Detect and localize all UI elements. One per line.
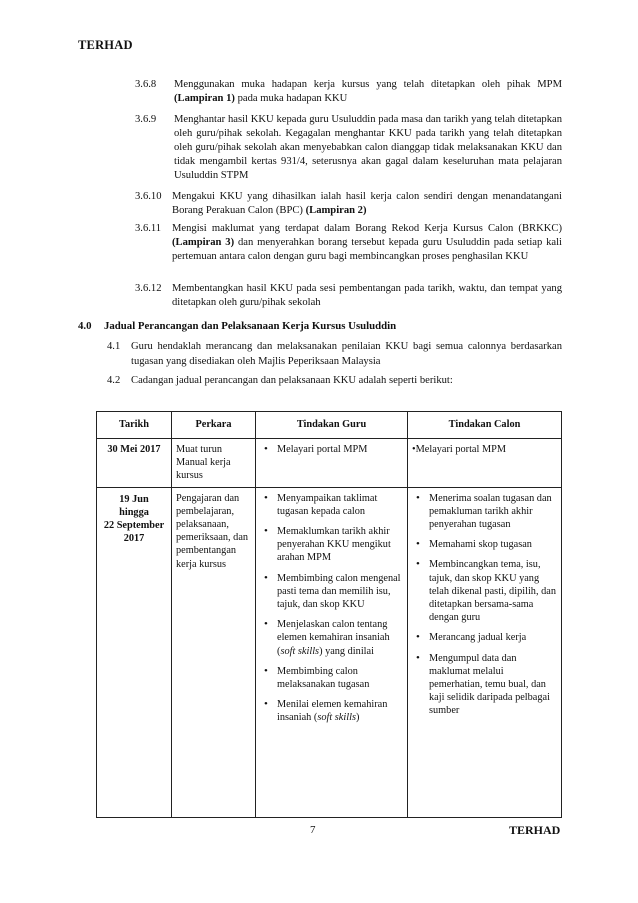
column-header: Tindakan Calon: [408, 412, 562, 439]
task-cell: Muat turun Manual kerja kursus: [172, 439, 256, 488]
item-text: Menggunakan muka hadapan kerja kursus yang telah ditetapkan oleh pihak MPM (Lampiran 1) pada muka hadapan KKU: [174, 79, 562, 104]
classification-header: TERHAD: [78, 38, 133, 52]
teacher-action-cell: [256, 439, 408, 488]
classification-footer: TERHAD: [509, 823, 561, 837]
candidate-action-cell: [408, 439, 562, 488]
item-number: 3.6.9: [135, 114, 157, 125]
subsection-number: 4.1: [107, 341, 121, 352]
item-text: Menghantar hasil KKU kepada guru Usuluddin pada masa dan tarikh yang telah ditetapkan oleh guru/pihak sekolah. Kegagalan menghantar KKU pada tarikh yang telah ditetapkan oleh guru/pihak sekolah akan menyebabkan calon dianggap tidak melaksanakan KKU dan tidak mengambil kertas 931/4, seterusnya akan gagal dalam keseluruhan mata pelajaran Usuluddin STPM: [174, 114, 562, 181]
item-3-6-8: [135, 78, 562, 106]
item-number: 3.6.11: [135, 223, 162, 234]
item-number: 3.6.8: [135, 79, 157, 90]
column-header: Perkara: [172, 412, 256, 439]
item-text: Membentangkan hasil KKU pada sesi pembentangan pada tarikh, waktu, dan tempat yang ditetapkan oleh guru/pihak sekolah: [172, 283, 562, 308]
item-3-6-9: [135, 113, 562, 183]
item-text: Mengisi maklumat yang terdapat dalam Borang Rekod Kerja Kursus Calon (BRKKC) (Lampiran 3) dan menyerahkan borang tersebut kepada guru Usuluddin pada setiap kali pertemuan antara calon dengan guru bagi membincangkan proses penghasilan KKU: [172, 223, 562, 262]
subsection-text: Guru hendaklah merancang dan melaksanakan penilaian KKU bagi semua calonnya berdasarkan tugasan yang disediakan oleh Majlis Peperiksaan Malaysia: [131, 341, 562, 367]
table-header-row: [97, 412, 562, 439]
list-item: • Melayari portal MPM: [260, 443, 403, 456]
subsection-4-1: [107, 340, 562, 369]
column-header: Tindakan Guru: [256, 412, 408, 439]
list-item: • Menjelaskan calon tentang elemen kemahiran insaniah (soft skills) yang dinilai: [260, 618, 403, 658]
teacher-action-cell: [256, 487, 408, 817]
subsection-number: 4.2: [107, 375, 121, 386]
page-number: 7: [310, 824, 316, 836]
list-item: • Membimbing calon melaksanakan tugasan: [260, 665, 403, 691]
list-item: • Menerima soalan tugasan dan pemakluman tarikh akhir penyerahan tugasan: [412, 492, 557, 532]
table-row: [97, 487, 562, 817]
list-item: • Membincangkan tema, isu, tajuk, dan skop KKU yang telah dikenal pasti, dipilih, dan ditetapkan bersama-sama dengan guru: [412, 558, 557, 624]
candidate-action-cell: [408, 487, 562, 817]
item-3-6-10: [135, 190, 562, 218]
schedule-table: [96, 411, 562, 818]
list-item: • Menyampaikan taklimat tugasan kepada calon: [260, 492, 403, 518]
list-item: • Membimbing calon mengenal pasti tema dan memilih isu, tajuk, dan skop KKU: [260, 572, 403, 612]
list-item: • Mengumpul data dan maklumat melalui pemerhatian, temu bual, dan kaji selidik daripada pelbagai sumber: [412, 652, 557, 718]
date-cell: 30 Mei 2017: [97, 439, 172, 488]
list-item: • Menilai elemen kemahiran insaniah (soft skills): [260, 698, 403, 724]
item-text: Mengakui KKU yang dihasilkan ialah hasil kerja calon sendiri dengan menandatangani Borang Perakuan Calon (BPC) (Lampiran 2): [172, 191, 562, 216]
date-cell: 19 Jun hingga 22 September 2017: [97, 487, 172, 817]
section-number: 4.0: [78, 320, 92, 332]
list-item: • Melayari portal MPM: [412, 444, 506, 455]
subsection-4-2: [107, 374, 562, 389]
section-title: Jadual Perancangan dan Pelaksanaan Kerja Kursus Usuluddin: [104, 320, 397, 332]
item-3-6-12: [135, 282, 562, 310]
item-number: 3.6.12: [135, 283, 162, 294]
list-item: • Merancang jadual kerja: [412, 631, 557, 644]
section-heading: [78, 320, 396, 332]
item-number: 3.6.10: [135, 191, 162, 202]
subsection-text: Cadangan jadual perancangan dan pelaksanaan KKU adalah seperti berikut:: [131, 375, 453, 386]
item-3-6-11: [135, 222, 562, 264]
task-cell: Pengajaran dan pembelajaran, pelaksanaan, pemeriksaan, dan pembentangan kerja kursus: [172, 487, 256, 817]
table-row: [97, 439, 562, 488]
list-item: • Memahami skop tugasan: [412, 538, 557, 551]
column-header: Tarikh: [97, 412, 172, 439]
list-item: • Memaklumkan tarikh akhir penyerahan KKU mengikut arahan MPM: [260, 525, 403, 565]
